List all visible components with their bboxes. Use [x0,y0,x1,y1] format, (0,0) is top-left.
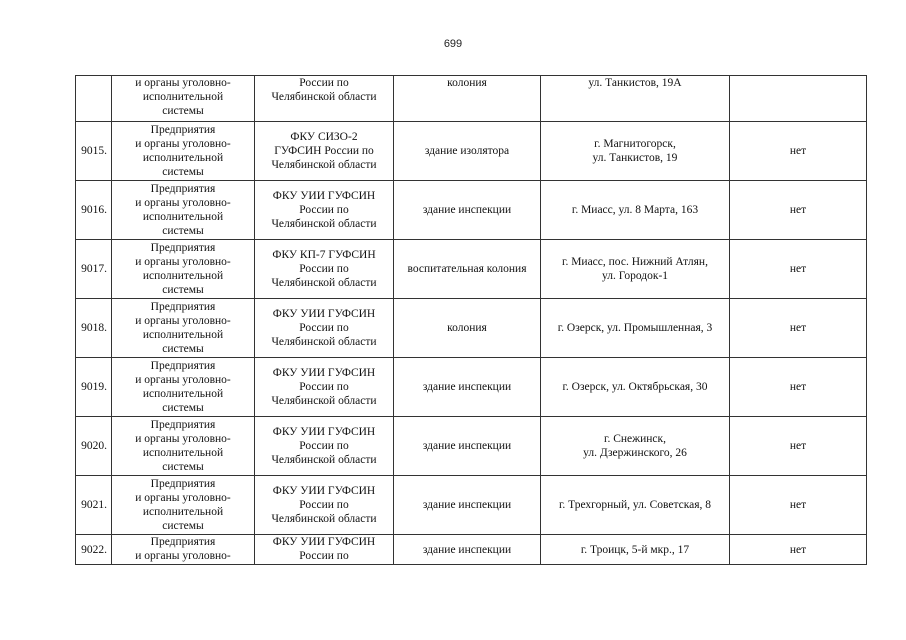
row-address: г. Миасс, ул. 8 Марта, 163 [541,181,730,240]
row-number [76,76,112,122]
row-object-type: здание инспекции [394,358,541,417]
row-flag: нет [730,358,867,417]
row-address: г. Озерск, ул. Промышленная, 3 [541,299,730,358]
row-category: Предприятия и органы уголовно- исполнительной системы [112,240,255,299]
row-category: Предприятия и органы уголовно- исполнительной системы [112,417,255,476]
row-flag: нет [730,417,867,476]
table-row [76,76,867,122]
row-organization: ФКУ СИЗО-2 ГУФСИН России по Челябинской области [255,122,394,181]
row-category: Предприятия и органы уголовно- исполнительной системы [112,122,255,181]
table-row [76,122,867,181]
row-number: 9021. [76,476,112,535]
row-object-type: колония [394,299,541,358]
row-organization: России по Челябинской области [255,76,394,122]
row-object-type: здание инспекции [394,181,541,240]
row-number: 9018. [76,299,112,358]
row-organization: ФКУ УИИ ГУФСИН России по Челябинской области [255,181,394,240]
row-address: ул. Танкистов, 19А [541,76,730,122]
row-object-type: здание изолятора [394,122,541,181]
table-row [76,358,867,417]
row-category: Предприятия и органы уголовно- исполнительной системы [112,476,255,535]
row-organization: ФКУ КП-7 ГУФСИН России по Челябинской области [255,240,394,299]
row-address: г. Магнитогорск, ул. Танкистов, 19 [541,122,730,181]
row-organization: ФКУ УИИ ГУФСИН России по Челябинской области [255,476,394,535]
row-object-type: воспитательная колония [394,240,541,299]
row-number: 9015. [76,122,112,181]
table-row [76,299,867,358]
row-address: г. Озерск, ул. Октябрьская, 30 [541,358,730,417]
row-object-type: здание инспекции [394,476,541,535]
registry-table-body [76,76,867,565]
row-number: 9022. [76,535,112,565]
table-row [76,240,867,299]
row-flag: нет [730,181,867,240]
row-object-type: колония [394,76,541,122]
row-number: 9019. [76,358,112,417]
row-address: г. Миасс, пос. Нижний Атлян, ул. Городок-1 [541,240,730,299]
row-organization: ФКУ УИИ ГУФСИН России по Челябинской области [255,299,394,358]
row-flag [730,76,867,122]
page-number: 699 [443,38,463,50]
row-flag: нет [730,476,867,535]
row-address: г. Трехгорный, ул. Советская, 8 [541,476,730,535]
row-object-type: здание инспекции [394,417,541,476]
row-flag: нет [730,299,867,358]
registry-table [75,75,867,565]
row-object-type: здание инспекции [394,535,541,565]
row-number: 9020. [76,417,112,476]
row-number: 9017. [76,240,112,299]
row-organization: ФКУ УИИ ГУФСИН России по [255,535,394,565]
row-category: и органы уголовно- исполнительной системы [112,76,255,122]
row-category: Предприятия и органы уголовно- исполнительной системы [112,358,255,417]
table-row [76,181,867,240]
row-organization: ФКУ УИИ ГУФСИН России по Челябинской области [255,358,394,417]
table-row [76,417,867,476]
row-flag: нет [730,535,867,565]
row-category: Предприятия и органы уголовно- исполнительной системы [112,181,255,240]
table-row [76,535,867,565]
table-row [76,476,867,535]
row-flag: нет [730,122,867,181]
row-address: г. Троицк, 5-й мкр., 17 [541,535,730,565]
row-category: Предприятия и органы уголовно- исполнительной системы [112,299,255,358]
row-address: г. Снежинск, ул. Дзержинского, 26 [541,417,730,476]
row-flag: нет [730,240,867,299]
row-organization: ФКУ УИИ ГУФСИН России по Челябинской области [255,417,394,476]
row-number: 9016. [76,181,112,240]
row-category: Предприятия и органы уголовно- [112,535,255,565]
